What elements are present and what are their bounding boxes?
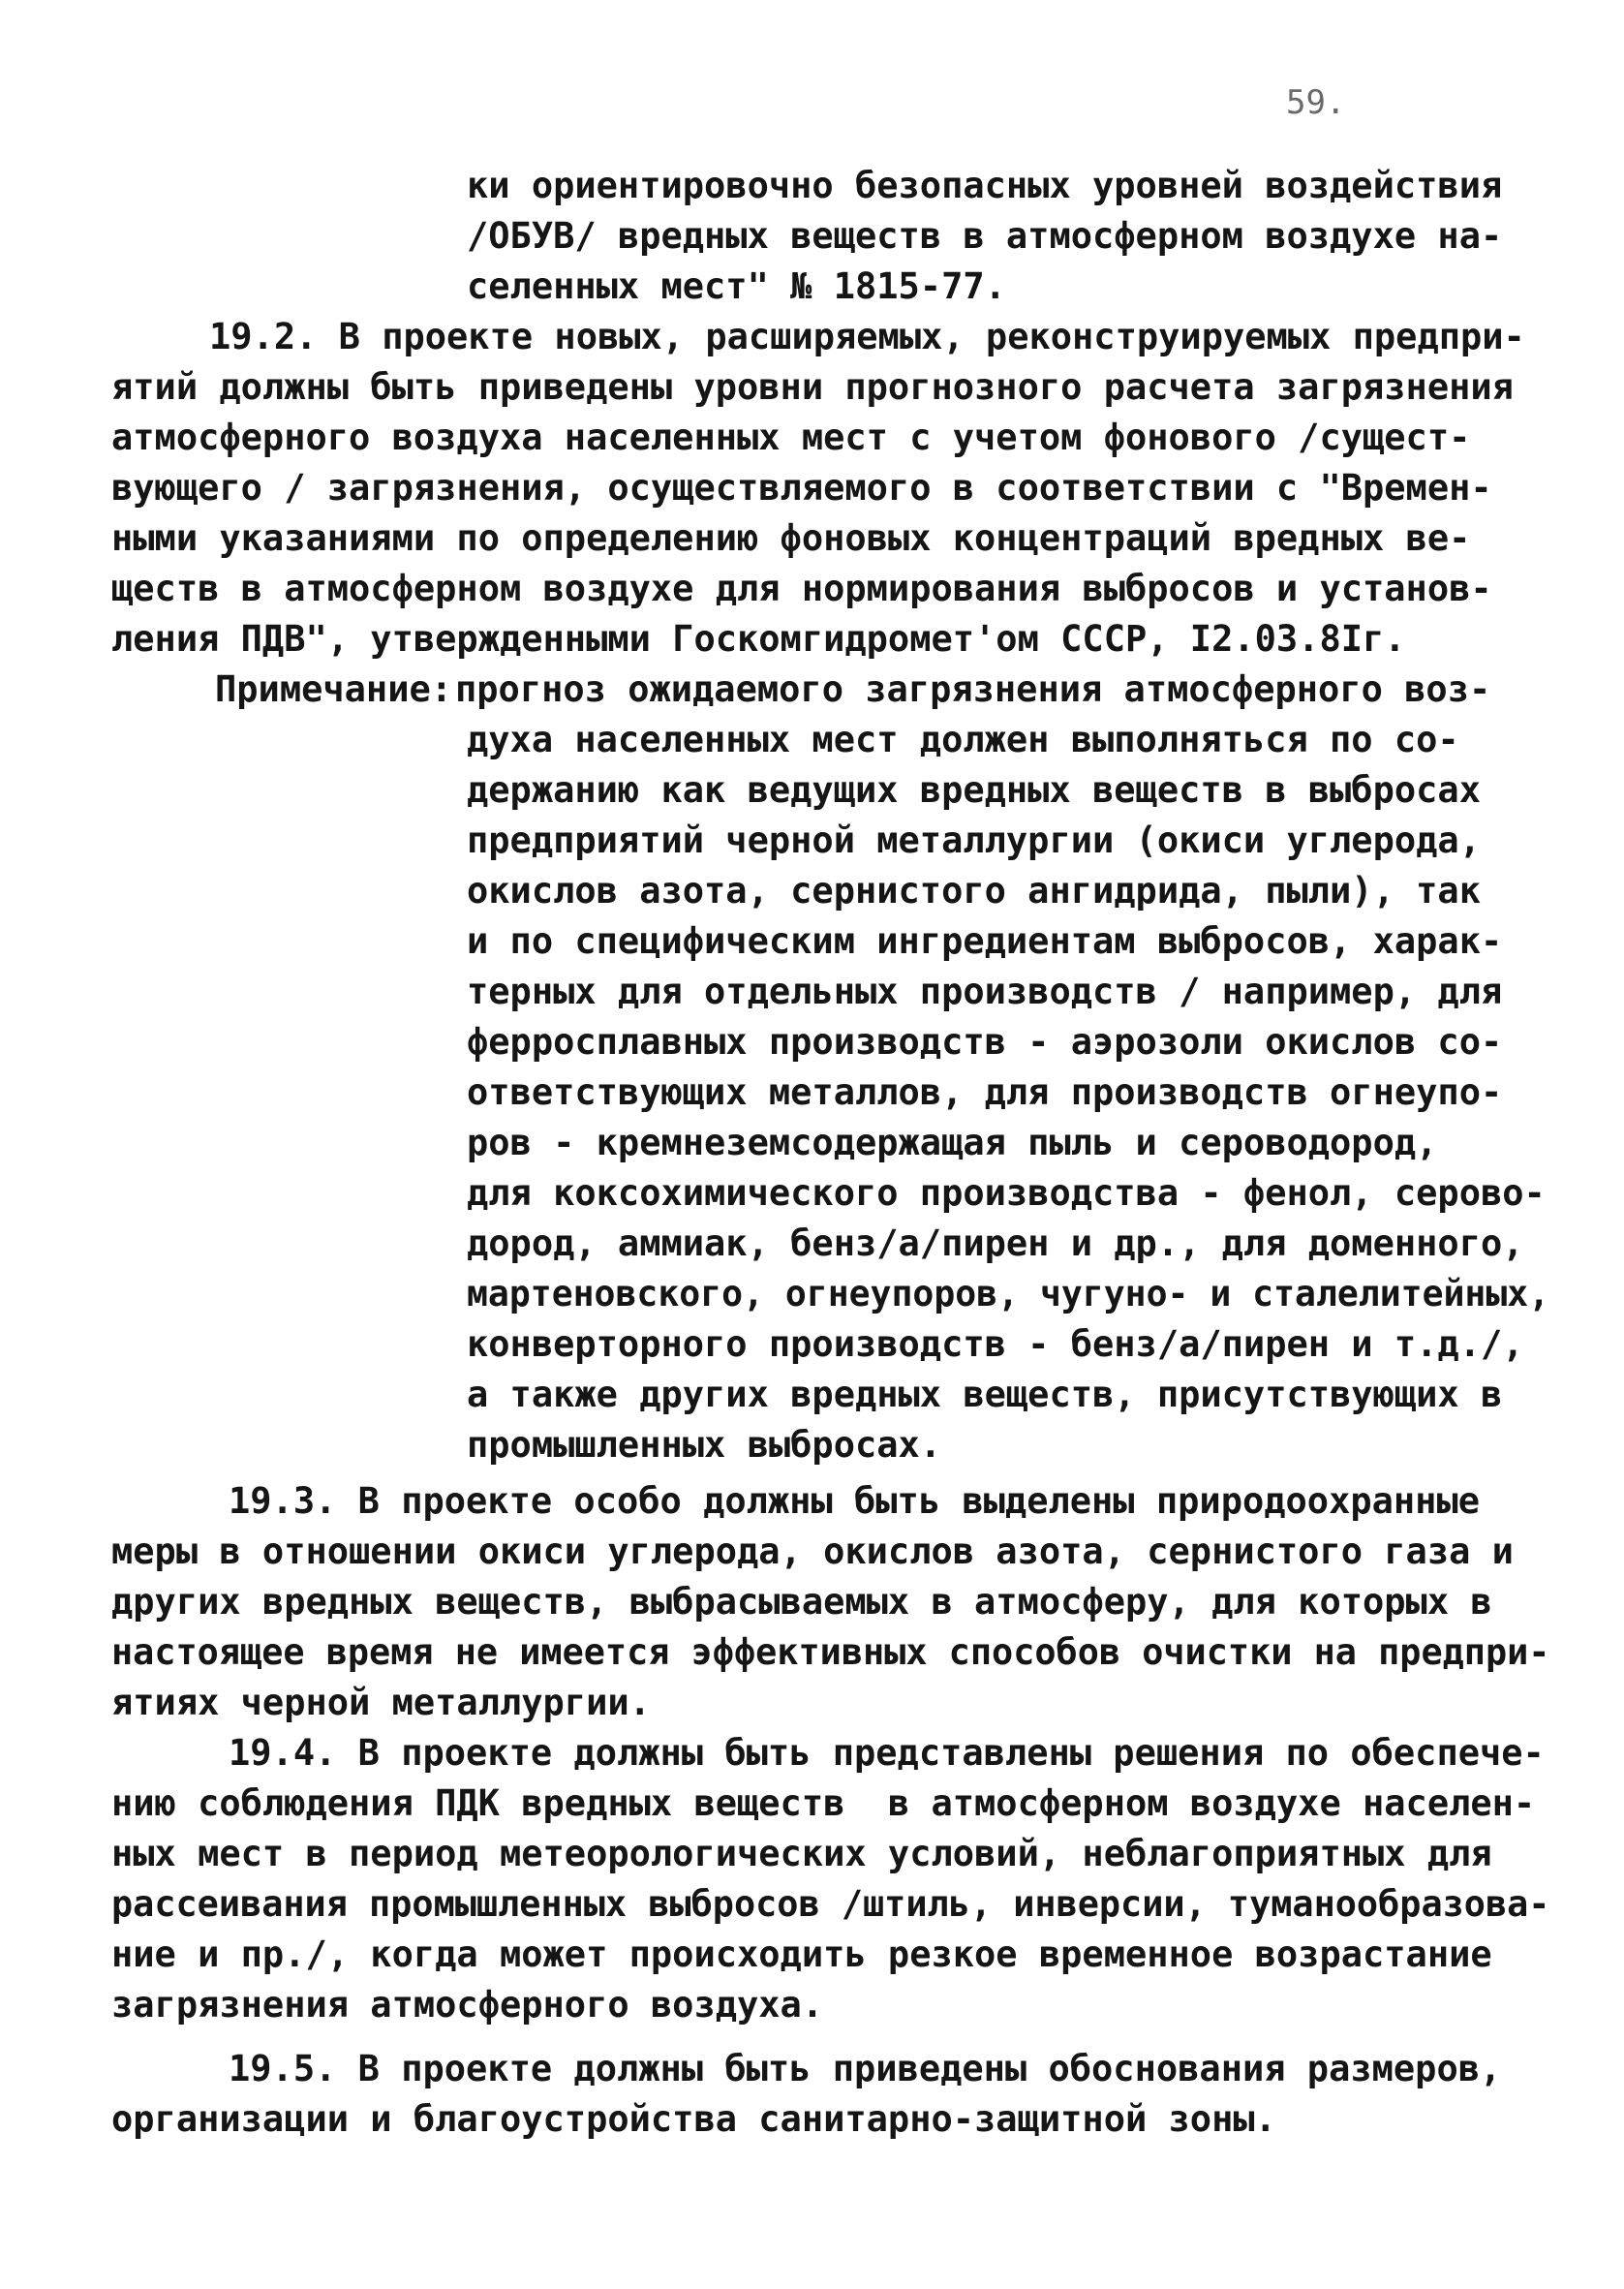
note-line: а также других вредных веществ, присутствующих в: [467, 1374, 1503, 1415]
note-line: терных для отдельных производств / например, для: [467, 971, 1503, 1012]
note-line: конверторного производств - бенз/а/пирен и т.д./,: [467, 1323, 1524, 1365]
text-line: 19.4. В проекте должны быть представлены решения по обеспече-: [229, 1732, 1545, 1774]
text-line: ятиях черной металлургии.: [111, 1682, 651, 1723]
note-line: прогноз ожидаемого загрязнения атмосферного воз-: [455, 668, 1491, 710]
text-line: настоящее время не имеется эффективных способов очистки на предпри-: [111, 1631, 1550, 1673]
text-line: 19.3. В проекте особо должны быть выделены природоохранные: [229, 1480, 1481, 1522]
text-line: ных мест в период метеорологических условий, неблагоприятных для: [111, 1833, 1492, 1874]
text-line: ления ПДВ", утвержденными Госкомгидромет'ом СССР, I2.03.8Iг.: [111, 618, 1406, 660]
text-line: загрязнения атмосферного воздуха.: [111, 1984, 824, 2026]
text-line: вующего / загрязнения, осуществляемого в соответствии с "Времен-: [111, 467, 1492, 509]
note-line: мартеновского, огнеупоров, чугуно- и сталелитейных,: [467, 1273, 1550, 1315]
text-line: селенных мест" № 1815-77.: [467, 265, 1006, 307]
note-line: духа населенных мест должен выполняться по со-: [467, 719, 1459, 760]
text-line: 19.2. В проекте новых, расширяемых, реконструируемых предпри-: [209, 316, 1525, 357]
note-label: Примечание:: [215, 668, 453, 710]
text-line: атмосферного воздуха населенных мест с учетом фонового /сущест-: [111, 417, 1471, 458]
note-line: промышленных выбросах.: [467, 1424, 942, 1466]
text-line: меры в отношении окиси углерода, окислов азота, сернистого газа и: [111, 1531, 1514, 1572]
note-line: держанию как ведущих вредных веществ в выбросах: [467, 769, 1481, 811]
note-line: дород, аммиак, бенз/а/пирен и др., для доменного,: [467, 1222, 1524, 1264]
text-line: ятий должны быть приведены уровни прогнозного расчета загрязнения: [111, 366, 1514, 408]
text-line: организации и благоустройства санитарно-защитной зоны.: [111, 2098, 1276, 2140]
text-line: рассеивания промышленных выбросов /штиль, инверсии, туманообразова-: [111, 1883, 1550, 1925]
note-line: предприятий черной металлургии (окиси углерода,: [467, 820, 1481, 861]
text-line: ки ориентировочно безопасных уровней воздействия: [467, 165, 1503, 206]
note-line: окислов азота, сернистого ангидрида, пыли), так: [467, 870, 1481, 912]
note-line: и по специфическим ингредиентам выбросов, харак-: [467, 920, 1503, 962]
note-line: для коксохимического производства - фенол, серово-: [467, 1172, 1546, 1214]
note-line: ответствующих металлов, для производств огнеупо-: [467, 1071, 1503, 1113]
text-line: /ОБУВ/ вредных веществ в атмосферном воздухе на-: [467, 215, 1503, 257]
text-line: ными указаниями по определению фоновых концентраций вредных ве-: [111, 517, 1471, 559]
page-number: 59.: [1286, 83, 1346, 122]
text-line: нию соблюдения ПДК вредных веществ в атмосферном воздухе населен-: [111, 1782, 1536, 1824]
text-line: ществ в атмосферном воздухе для нормирования выбросов и установ-: [111, 568, 1492, 609]
note-line: ров - кремнеземсодержащая пыль и сероводород,: [467, 1122, 1438, 1163]
text-line: других вредных веществ, выбрасываемых в атмосферу, для которых в: [111, 1581, 1492, 1623]
text-line: ние и пр./, когда может происходить резкое временное возрастание: [111, 1933, 1492, 1975]
note-line: ферросплавных производств - аэрозоли окислов со-: [467, 1021, 1503, 1063]
text-line: 19.5. В проекте должны быть приведены обоснования размеров,: [229, 2048, 1502, 2089]
